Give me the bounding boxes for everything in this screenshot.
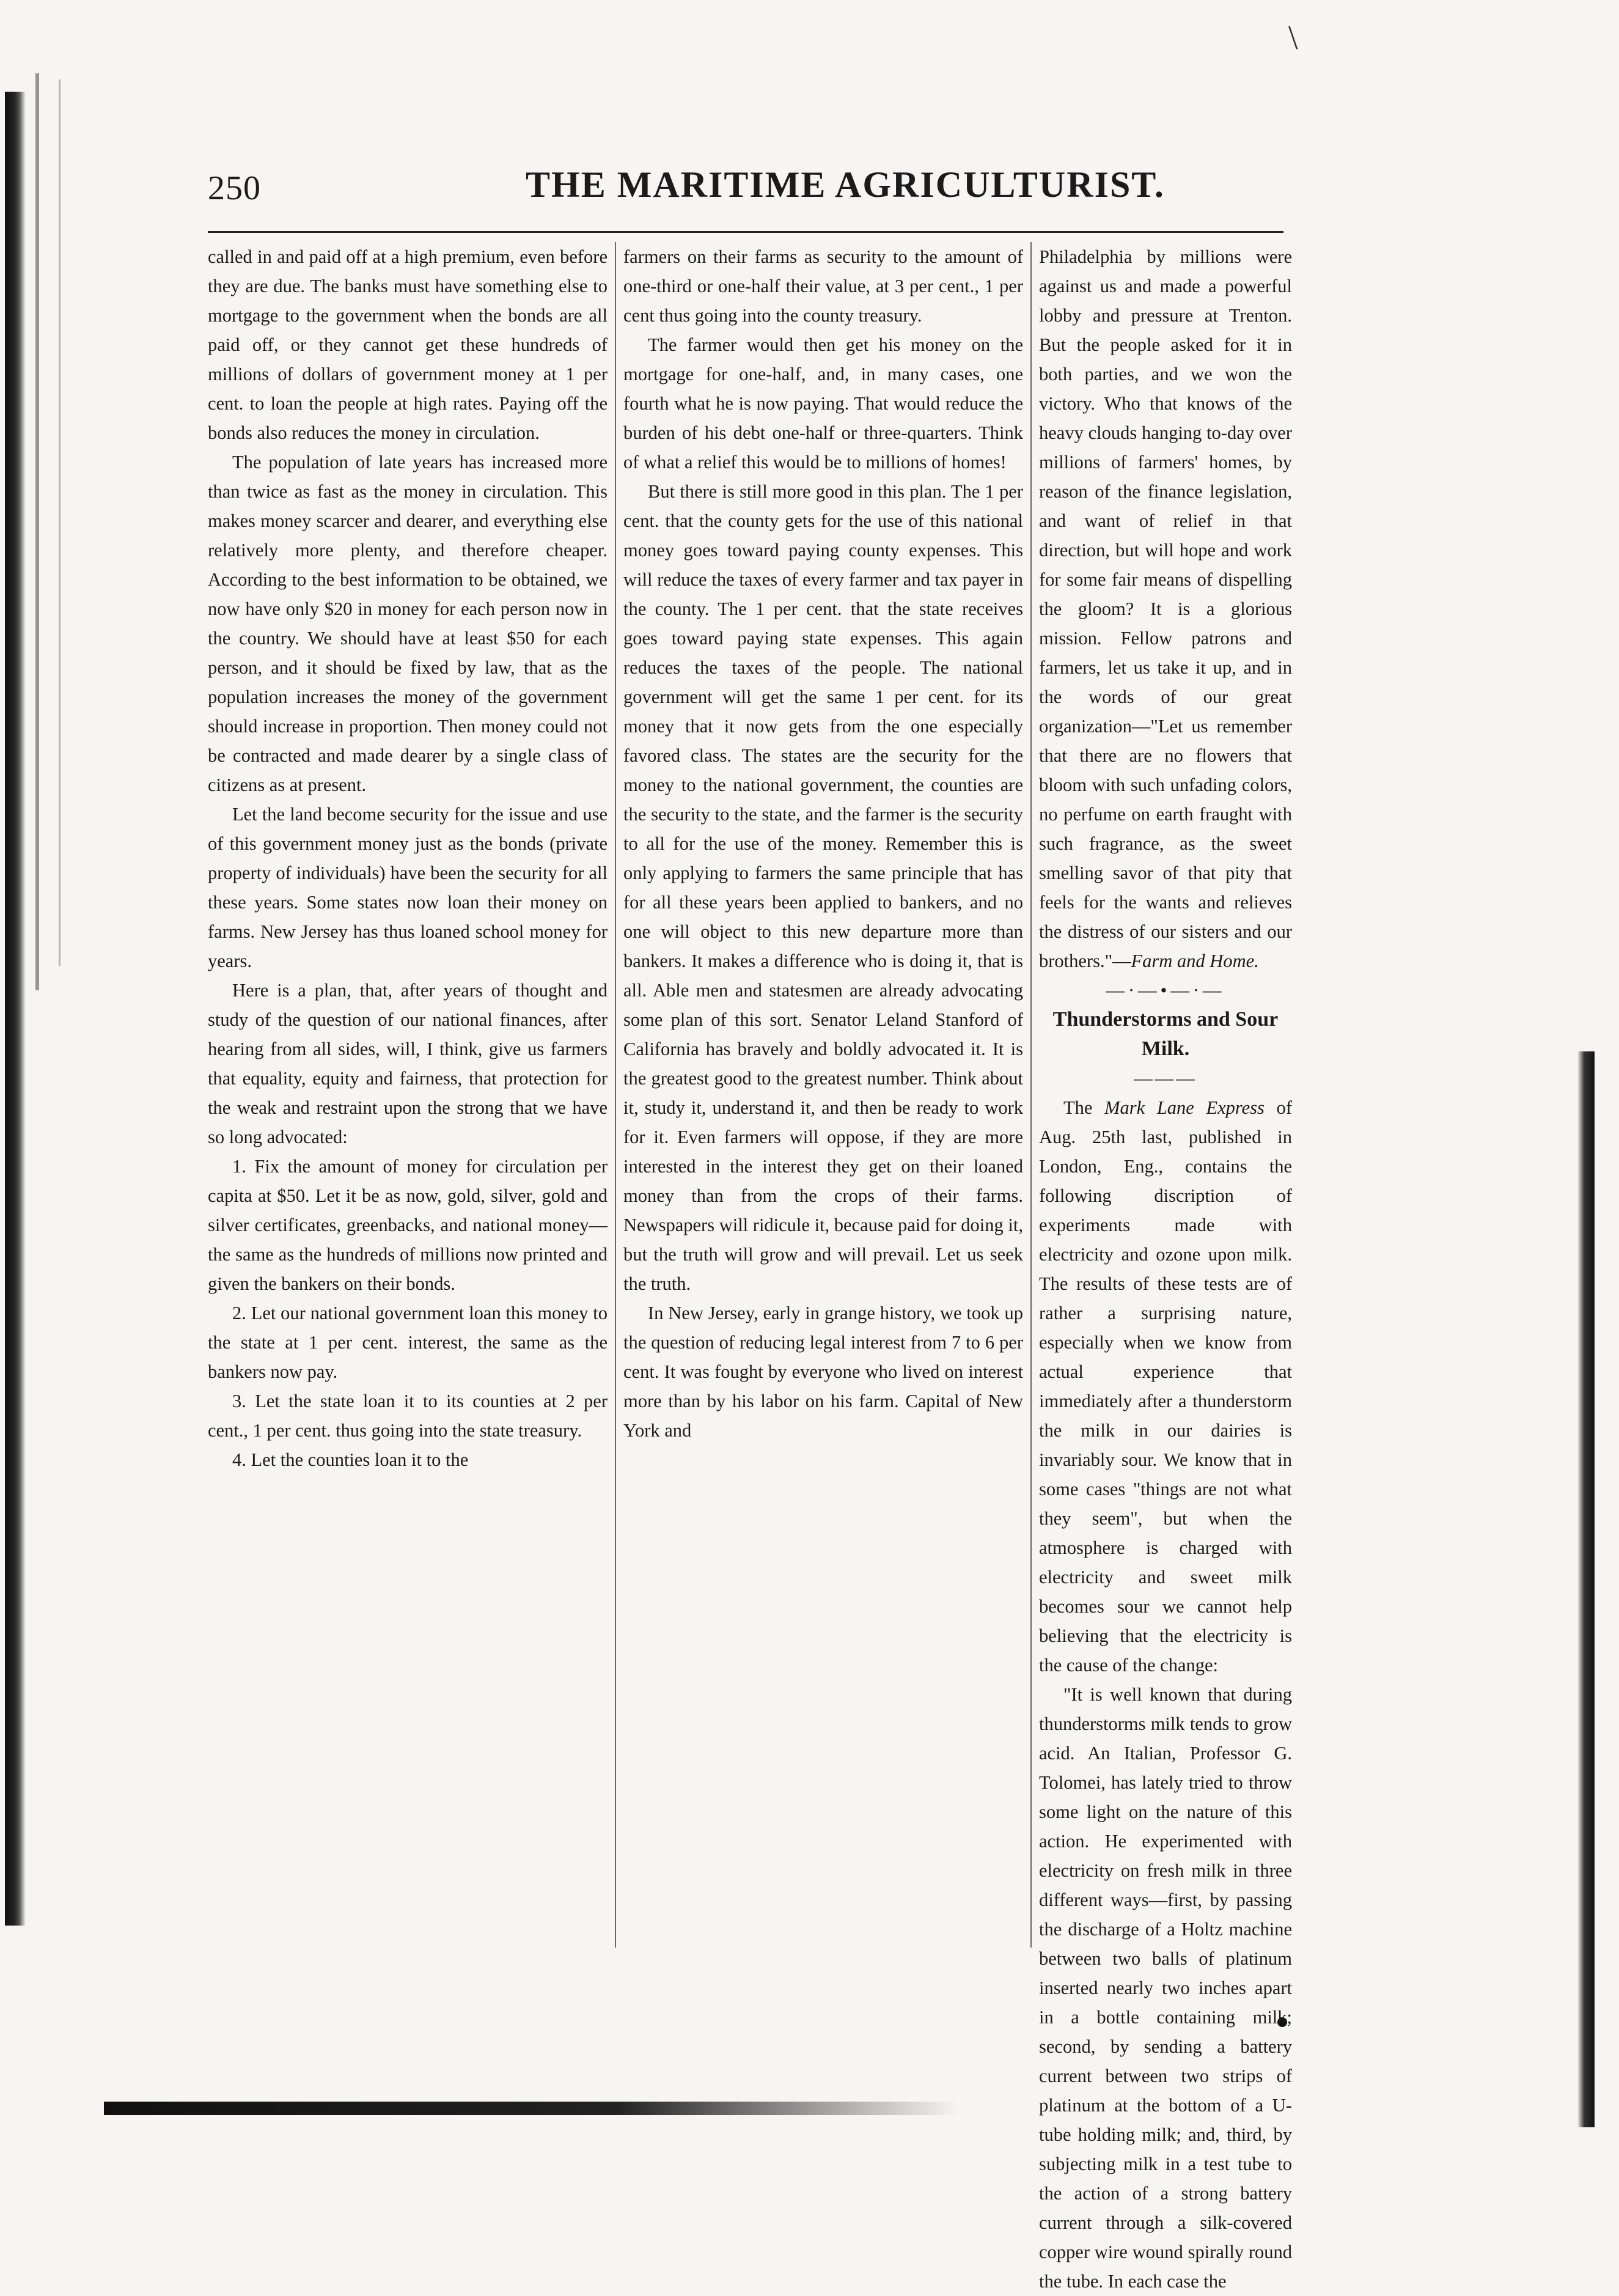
column-divider [1030, 242, 1032, 1948]
numbered-paragraph: 3. Let the state loan it to its counties at 2 per cent., 1 per cent. thus going into the state treasury. [208, 1391, 608, 1441]
scan-edge-right [1577, 1051, 1595, 2127]
numbered-paragraph: 1. Fix the amount of money for circulation per capita at $50. Let it be as now, gold, silver, gold and silver certificates, greenbacks, and national money—the same as the hundreds of millions now printed and given the bankers on their bonds. [208, 1156, 608, 1294]
ornament-rule: —·—•—·— [1106, 980, 1225, 1001]
paragraph: Here is a plan, that, after years of thought and study of the question of our national finances, after hearing from all sides, will, I think, give us farmers that equality, equity and fairness, that protection for the weak and restraint upon the strong that we have so long advocated: [208, 980, 608, 1147]
paragraph-text: of Aug. 25th last, published in London, Eng., contains the following discription of experiments made with electricity and ozone upon milk. The results of these tests are of rather a surprising nature, especially when we know from actual experience that immediately after a thunderstorm the milk in our dairies is invariably sour. We know that in some cases "things are not what they seem", but when the atmosphere is charged with electricity and sweet milk becomes sour we cannot help believing that the electricity is the cause of the change: [1039, 1097, 1292, 1676]
paragraph: But there is still more good in this plan. The 1 per cent. that the county gets for the use of this national money goes toward paying county expenses. This will reduce the taxes of every farmer and tax payer in the county. The 1 per cent. that the state receives goes toward paying state expenses. This again reduces the taxes of the people. The national government will get the same 1 per cent. for its money that it now gets from the one especially favored class. The states are the security for the money to the national government, the counties are the security to the state, and the farmer is the security to all for the use of the money. Remember this is only applying to farmers the same principle that has for all these years been applied to bankers, and no one will object to this new departure more than bankers. It makes a difference who is doing it, that is all. Able men and statesmen are already advocating some plan of this sort. Senator Leland Stanford of California has bravely and boldly advocated it. It is the greatest good to the greatest number. Think about it, study it, understand it, and then be ready to work for it. Even farmers will oppose, if they are more interested in the interest they get on their loaned money than from the crops of their farms. Newspapers will ridicule it, because paid for doing it, but the truth will grow and will prevail. Let us seek the truth. [623, 481, 1023, 1294]
column-3 [1039, 242, 1292, 2292]
short-rule: ——— [1134, 1068, 1197, 1089]
source-citation: Farm and Home. [1131, 951, 1259, 971]
masthead-title: THE MARITIME AGRICULTURIST. [526, 164, 1165, 205]
page-number: 250 [208, 169, 261, 207]
paragraph: "It is well known that during thunderstorms milk tends to grow acid. An Italian, Professor G. Tolomei, has lately tried to throw some light on the nature of this action. He experimented with electricity on fresh milk in three different ways—first, by passing the discharge of a Holtz machine between two balls of platinum inserted nearly two inches apart in a bottle containing milk; second, by sending a battery current between two strips of platinum at the bottom of a U-tube holding milk; and, third, by subjecting milk in a test tube to the action of a strong battery current through a silk-covered copper wire wound spirally round the tube. In each case the [1039, 1684, 1292, 2292]
paragraph-text: Philadelphia by millions were against us and made a powerful lobby and pressure at Trenton. But the people asked for it in both parties, and we won the victory. Who that knows of the heavy clouds hanging to-day over millions of farmers' homes, by reason of the finance legislation, and want of relief in that direction, but will hope and work for some fair means of dispelling the gloom? It is a glorious mission. Fellow patrons and farmers, let us take it up, and in the words of our great organization—"Let us remember that there are no flowers that bloom with such unfading colors, no perfume on earth fraught with such fragrance, as the sweet smelling savor of that pity that feels for the wants and relieves the distress of our sisters and our brothers."— [1039, 246, 1292, 971]
column-1 [208, 242, 608, 1948]
paragraph [1039, 242, 1292, 976]
paragraph [1039, 1093, 1292, 1680]
paragraph-lead: The [1063, 1097, 1105, 1118]
paragraph: In New Jersey, early in grange history, we took up the question of reducing legal interest from 7 to 6 per cent. It was fought by everyone who lived on interest more than by his labor on his farm. Capital of New York and [623, 1303, 1023, 1441]
paragraph: The farmer would then get his money on the mortgage for one-half, and, in many cases, one fourth what he is now paying. That would reduce the burden of his debt one-half or three-quarters. Think of what a relief this would be to millions of homes! [623, 334, 1023, 473]
scan-edge-line [59, 79, 61, 966]
paragraph: farmers on their farms as security to the amount of one-third or one-half their value, at 3 per cent., 1 per cent thus going into the county treasury. [623, 246, 1023, 326]
paragraph: Let the land become security for the issue and use of this government money just as the bonds (private property of individuals) have been the security for all these years. Some states now loan their money on farms. New Jersey has thus loaned school money for years. [208, 804, 608, 971]
paragraph: called in and paid off at a high premium, even before they are due. The banks must have something else to mortgage to the government when the bonds are all paid off, or they cannot get these hundreds of millions of dollars of government money at 1 per cent. to loan the people at high rates. Paying off the bonds also reduces the money in circulation. [208, 246, 608, 443]
scan-edge-bottom [104, 2102, 960, 2115]
numbered-paragraph: 2. Let our national government loan this money to the state at 1 per cent. interest, the same as the bankers now pay. [208, 1303, 608, 1382]
article-title: Thunderstorms and Sour Milk. [1052, 1008, 1279, 1060]
numbered-paragraph: 4. Let the counties loan it to the [232, 1449, 469, 1470]
stray-mark: \ [1288, 19, 1298, 57]
text-columns [208, 242, 1292, 2292]
column-divider [615, 242, 616, 1948]
scan-edge-left [5, 92, 26, 1926]
paragraph: The population of late years has increased more than twice as fast as the money in circulation. This makes money scarcer and dearer, and everything else relatively more plenty, and therefore cheaper. According to the best information to be obtained, we now have only $20 in money for each person now in the country. We should have at least $50 for each person, and it should be fixed by law, that as the population increases the money of the government should increase in proportion. Then money could not be contracted and made dearer by a single class of citizens as at present. [208, 452, 608, 795]
column-2 [623, 242, 1023, 1948]
scan-edge-line [35, 73, 39, 990]
source-citation: Mark Lane Express [1104, 1097, 1265, 1118]
header-rule [208, 231, 1283, 233]
page-header [208, 164, 1296, 219]
